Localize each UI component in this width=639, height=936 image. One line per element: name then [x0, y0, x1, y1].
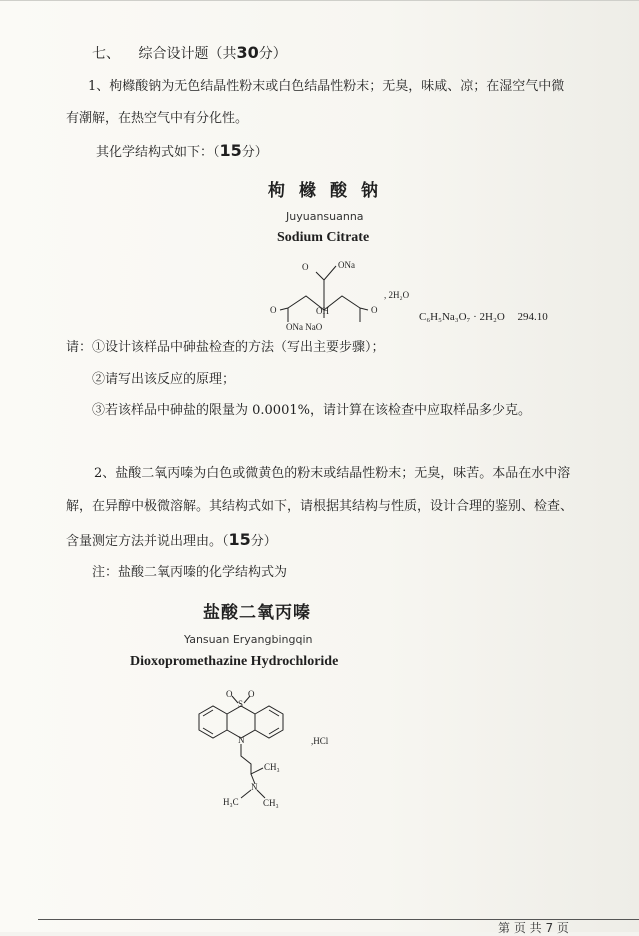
label-o-top: O — [302, 262, 309, 272]
dioxopromethazine-en-name: Dioxopromethazine Hydrochloride — [130, 654, 339, 669]
label-hydrate: , 2H₂O — [384, 290, 410, 300]
label-o2: O — [248, 689, 255, 699]
section-title-prefix: 综合设计题（共 — [138, 46, 237, 62]
q2-score: 15 — [228, 530, 251, 549]
label-ona-bottom: ONa NaO — [286, 322, 323, 332]
sodium-citrate-cn-name: 枸橼酸钠 — [268, 181, 392, 201]
sodium-citrate-pinyin: Juyuansuanna — [286, 210, 364, 223]
label-n-amine: N — [251, 782, 258, 792]
label-o-right: O — [371, 305, 378, 315]
dioxopromethazine-cn-name: 盐酸二氧丙嗪 — [203, 603, 311, 623]
label-n-ring: N — [238, 735, 245, 745]
q1-structure-intro: 其化学结构式如下：（15分） — [96, 141, 268, 160]
section-header — [92, 45, 287, 62]
label-hcl: ,HCl — [311, 736, 329, 746]
q1-line-1: 1、枸橼酸钠为无色结晶性粉末或白色结晶性粉末；无臭，味咸、凉；在湿空气中微 — [88, 79, 565, 94]
label-o1: O — [226, 689, 233, 699]
label-ch3-b: CH₃ — [263, 798, 279, 808]
q1-ask-1: 请：①设计该样品中砷盐检查的方法（写出主要步骤）； — [66, 340, 385, 355]
q1-line-2: 有潮解，在热空气中有分化性。 — [66, 111, 249, 126]
dioxopromethazine-structure — [185, 688, 329, 813]
q2-line-2: 解，在异醇中极微溶解。其结构式如下，请根据其结构与性质，设计合理的鉴别、检查、 — [66, 499, 574, 514]
label-h3c: H₃C — [223, 797, 239, 807]
sodium-citrate-structure — [250, 252, 410, 334]
label-ch3-a: CH₃ — [264, 762, 280, 772]
section-title-suffix: 分） — [258, 46, 287, 62]
q1-ask-3: ③若该样品中砷盐的限量为 0.0001%，请计算在该检查中应取样品多少克。 — [92, 403, 531, 418]
label-s: S — [238, 699, 244, 709]
q2-note: 注：盐酸二氧丙嗪的化学结构式为 — [92, 565, 288, 580]
q2-line-3: 含量测定方法并说出理由。（15分） — [66, 530, 277, 549]
section-number: 七、 — [92, 46, 120, 62]
q1-score: 15 — [219, 141, 242, 160]
dioxopromethazine-pinyin: Yansuan Eryangbingqin — [184, 633, 313, 646]
top-border — [0, 0, 639, 1]
label-o-left: O — [270, 305, 277, 315]
label-oh: OH — [316, 306, 329, 316]
sodium-citrate-formula: C₆H₅Na₃O₇ · 2H₂O 294.10 — [419, 311, 548, 323]
section-score: 30 — [236, 43, 259, 62]
q1-ask-2: ②请写出该反应的原理； — [92, 372, 236, 387]
sodium-citrate-mw: 294.10 — [517, 311, 548, 323]
sodium-citrate-en-name: Sodium Citrate — [277, 230, 370, 245]
page-footer: 第 页 共 7 页 — [498, 921, 569, 935]
label-ona-top: ONa — [338, 260, 355, 270]
q2-line-1: 2、盐酸二氧丙嗪为白色或微黄色的粉末或结晶性粉末；无臭，味苦。本品在水中溶 — [94, 466, 571, 481]
